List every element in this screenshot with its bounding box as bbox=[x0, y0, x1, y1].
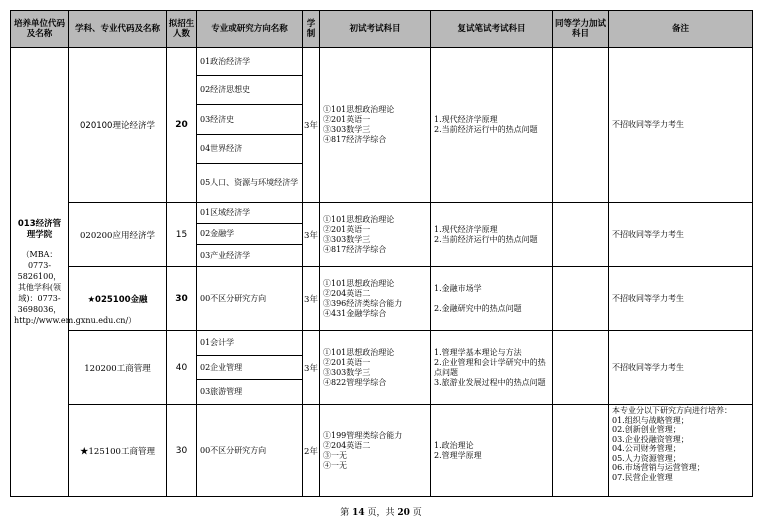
retest-item: 1.管理学基本理论与方法 bbox=[434, 347, 522, 357]
direction-item: 01政治经济学 bbox=[197, 48, 302, 76]
retest-item: 2.当前经济运行中的热点问题 bbox=[434, 234, 538, 244]
direction-item: 01会计学 bbox=[197, 331, 302, 356]
equiv-cell bbox=[553, 203, 609, 267]
enrollment-count: 20 bbox=[167, 48, 197, 203]
major-name: 020200应用经济学 bbox=[69, 203, 167, 267]
table-row bbox=[11, 203, 753, 267]
unit-contact: （MBA：0773-5826100，其他学科(领域)：0773-3698036，http://www.em.gxnu.edu.cn/） bbox=[14, 249, 137, 325]
equiv-cell bbox=[553, 331, 609, 405]
prelim-item: ①199管理类综合能力 bbox=[323, 430, 403, 440]
retest-subjects bbox=[431, 203, 553, 267]
col-header-equiv: 同等学力加试科目 bbox=[553, 11, 609, 48]
prelim-item: ②201英语一 bbox=[323, 115, 371, 124]
col-header-enrollment: 拟招生人数 bbox=[167, 11, 197, 48]
footer-prefix: 第 bbox=[340, 508, 350, 518]
prelim-item: ②204英语二 bbox=[323, 288, 371, 298]
major-name: ★025100金融 bbox=[69, 267, 167, 331]
prelim-item: ①101思想政治理论 bbox=[323, 278, 395, 288]
direction-list bbox=[197, 405, 303, 497]
prelim-item: ④一无 bbox=[323, 460, 347, 470]
years: 3年 bbox=[303, 267, 320, 331]
col-header-major: 学科、专业代码及名称 bbox=[69, 11, 167, 48]
prelim-item: ③396经济类综合能力 bbox=[323, 298, 403, 308]
prelim-item: ③303数学三 bbox=[323, 125, 371, 134]
prelim-item: ①101思想政治理论 bbox=[323, 347, 395, 357]
major-name: ★125100工商管理 bbox=[69, 405, 167, 497]
admissions-table bbox=[10, 10, 753, 497]
remarks-list bbox=[609, 405, 753, 497]
enrollment-count: 15 bbox=[167, 203, 197, 267]
equiv-cell bbox=[553, 48, 609, 203]
retest-item: 1.现代经济学原理 bbox=[434, 115, 498, 124]
page-total: 20 bbox=[397, 508, 410, 518]
remarks: 不招收同等学力考生 bbox=[609, 331, 753, 405]
footer-suffix: 页 bbox=[412, 508, 422, 518]
prelim-item: ④431金融学综合 bbox=[323, 308, 387, 318]
direction-item: 04世界经济 bbox=[197, 135, 302, 164]
major-name: 020100理论经济学 bbox=[69, 48, 167, 203]
prelim-item: ②201英语一 bbox=[323, 357, 371, 367]
prelim-subjects bbox=[320, 48, 431, 203]
table-row bbox=[11, 405, 753, 497]
remarks-item: 07.民营企业管理 bbox=[612, 472, 673, 482]
prelim-item: ④822管理学综合 bbox=[323, 377, 387, 387]
prelim-subjects bbox=[320, 331, 431, 405]
col-header-prelim: 初试考试科目 bbox=[320, 11, 431, 48]
prelim-item: ③303数学三 bbox=[323, 367, 371, 377]
direction-item: 03产业经济学 bbox=[200, 250, 251, 260]
retest-subjects bbox=[431, 48, 553, 203]
direction-item: 01区域经济学 bbox=[197, 203, 302, 224]
remarks-item: 01.组织与战略管理； bbox=[612, 415, 689, 425]
direction-item: 03经济史 bbox=[197, 105, 302, 135]
remarks-item: 03.企业投融资管理； bbox=[612, 434, 689, 444]
prelim-subjects bbox=[320, 203, 431, 267]
header-row bbox=[11, 11, 753, 48]
major-name: 120200工商管理 bbox=[69, 331, 167, 405]
retest-item: 1.政治理论 bbox=[434, 440, 474, 450]
direction-item: 02金融学 bbox=[197, 224, 302, 245]
retest-item: 1.金融市场学 bbox=[434, 283, 482, 293]
prelim-item: ②201英语一 bbox=[323, 224, 371, 234]
table-row bbox=[11, 48, 753, 203]
col-header-years: 学制 bbox=[303, 11, 320, 48]
prelim-item: ④817经济学综合 bbox=[323, 244, 387, 254]
page-number: 14 bbox=[352, 508, 365, 518]
remarks-item: 05.人力资源管理； bbox=[612, 453, 681, 463]
footer-mid: 页，共 bbox=[367, 508, 395, 518]
direction-item: 02企业管理 bbox=[197, 356, 302, 380]
remarks-item: 06.市场营销与运营管理； bbox=[612, 463, 705, 472]
enrollment-count: 30 bbox=[167, 267, 197, 331]
direction-item: 00不区分研究方向 bbox=[200, 293, 267, 303]
remarks: 不招收同等学力考生 bbox=[609, 48, 753, 203]
retest-item: 2.当前经济运行中的热点问题 bbox=[434, 125, 538, 134]
direction-item: 00不区分研究方向 bbox=[200, 445, 267, 455]
prelim-item: ①101思想政治理论 bbox=[323, 214, 395, 224]
col-header-unit: 培养单位代码及名称 bbox=[11, 11, 69, 48]
years: 3年 bbox=[303, 331, 320, 405]
prelim-item: ③一无 bbox=[323, 450, 347, 460]
prelim-subjects bbox=[320, 267, 431, 331]
page-footer bbox=[0, 505, 762, 518]
prelim-subjects bbox=[320, 405, 431, 497]
equiv-cell bbox=[553, 405, 609, 497]
years: 2年 bbox=[303, 405, 320, 497]
retest-item: 1.现代经济学原理 bbox=[434, 224, 498, 234]
retest-item: 2.金融研究中的热点问题 bbox=[434, 303, 522, 313]
retest-item: 2.企业管理和会计学研究中的热点问题 bbox=[434, 357, 546, 377]
remarks-item: 本专业分以下研究方向进行培养： bbox=[612, 406, 732, 415]
retest-spacer bbox=[434, 294, 549, 304]
enrollment-count: 40 bbox=[167, 331, 197, 405]
equiv-cell bbox=[553, 267, 609, 331]
table-row bbox=[11, 331, 753, 405]
col-header-retest: 复试笔试考试科目 bbox=[431, 11, 553, 48]
direction-item: 03旅游管理 bbox=[200, 387, 243, 396]
col-header-remarks: 备注 bbox=[609, 11, 753, 48]
unit-name: 013经济管理学院 bbox=[17, 218, 62, 240]
retest-item: 3.旅游业发展过程中的热点问题 bbox=[434, 377, 546, 387]
remarks-item: 04.公司财务管理； bbox=[612, 444, 681, 453]
direction-list bbox=[197, 48, 303, 203]
enrollment-count: 30 bbox=[167, 405, 197, 497]
retest-subjects bbox=[431, 405, 553, 497]
remarks: 不招收同等学力考生 bbox=[609, 203, 753, 267]
direction-item: 05人口、资源与环境经济学 bbox=[200, 178, 299, 187]
prelim-item: ④817经济学综合 bbox=[323, 135, 387, 144]
retest-item: 2.管理学原理 bbox=[434, 450, 482, 460]
prelim-item: ①101思想政治理论 bbox=[323, 105, 395, 114]
admissions-table-container bbox=[10, 10, 752, 497]
retest-subjects bbox=[431, 331, 553, 405]
years: 3年 bbox=[303, 48, 320, 203]
prelim-item: ③303数学三 bbox=[323, 234, 371, 244]
remarks-item: 02.创新创业管理； bbox=[612, 425, 681, 434]
years: 3年 bbox=[303, 203, 320, 267]
direction-list bbox=[197, 267, 303, 331]
direction-list bbox=[197, 331, 303, 405]
retest-subjects bbox=[431, 267, 553, 331]
col-header-direction: 专业或研究方向名称 bbox=[197, 11, 303, 48]
direction-item: 02经济思想史 bbox=[197, 76, 302, 105]
remarks: 不招收同等学力考生 bbox=[609, 267, 753, 331]
direction-list bbox=[197, 203, 303, 267]
prelim-item: ②204英语二 bbox=[323, 440, 371, 450]
